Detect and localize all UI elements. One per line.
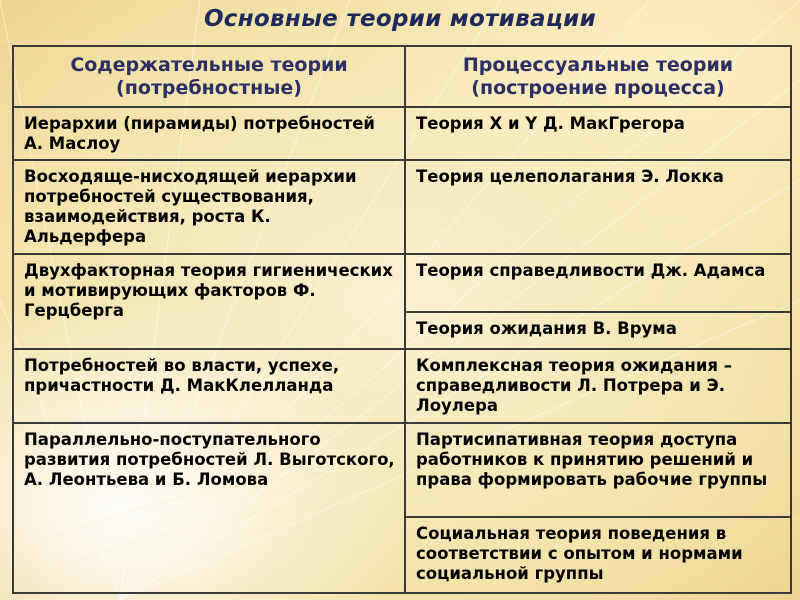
content-theory-cell: Параллельно-поступательного развития потребностей Л. Выготского, А. Леонтьева и Б. Ломова bbox=[13, 423, 405, 593]
table-row bbox=[13, 349, 791, 423]
process-theory-cell: Социальная теория поведения в соответствии с опытом и нормами социальной группы bbox=[405, 517, 791, 593]
process-theory-cell: Партисипативная теория доступа работников к принятию решений и права формировать рабочие группы bbox=[405, 423, 791, 517]
process-theory-cell: Теория целеполагания Э. Локка bbox=[405, 160, 791, 254]
content-theory-cell: Иерархии (пирамиды) потребностей А. Маслоу bbox=[13, 107, 405, 160]
header-content-theories: Содержательные теории (потребностные) bbox=[13, 46, 405, 107]
theories-table bbox=[12, 45, 792, 594]
table-row bbox=[13, 107, 791, 160]
header-process-theories: Процессуальные теории (построение процесса) bbox=[405, 46, 791, 107]
process-theory-cell: Комплексная теория ожидания – справедливости Л. Потрера и Э. Лоулера bbox=[405, 349, 791, 423]
process-theory-cell: Теория X и Y Д. МакГрегора bbox=[405, 107, 791, 160]
table-header-row bbox=[13, 46, 791, 107]
content-theory-cell: Восходяще-нисходящей иерархии потребностей существования, взаимодействия, роста К. Альдерфера bbox=[13, 160, 405, 254]
table-row bbox=[13, 254, 791, 312]
process-theory-cell: Теория ожидания В. Врума bbox=[405, 312, 791, 349]
content-theory-cell: Двухфакторная теория гигиенических и мотивирующих факторов Ф. Герцберга bbox=[13, 254, 405, 349]
process-theory-cell: Теория справедливости Дж. Адамса bbox=[405, 254, 791, 312]
table-row bbox=[13, 160, 791, 254]
page-title: Основные теории мотивации bbox=[203, 6, 597, 32]
table-row bbox=[13, 423, 791, 517]
content-theory-cell: Потребностей во власти, успехе, причастности Д. МакКлелланда bbox=[13, 349, 405, 423]
